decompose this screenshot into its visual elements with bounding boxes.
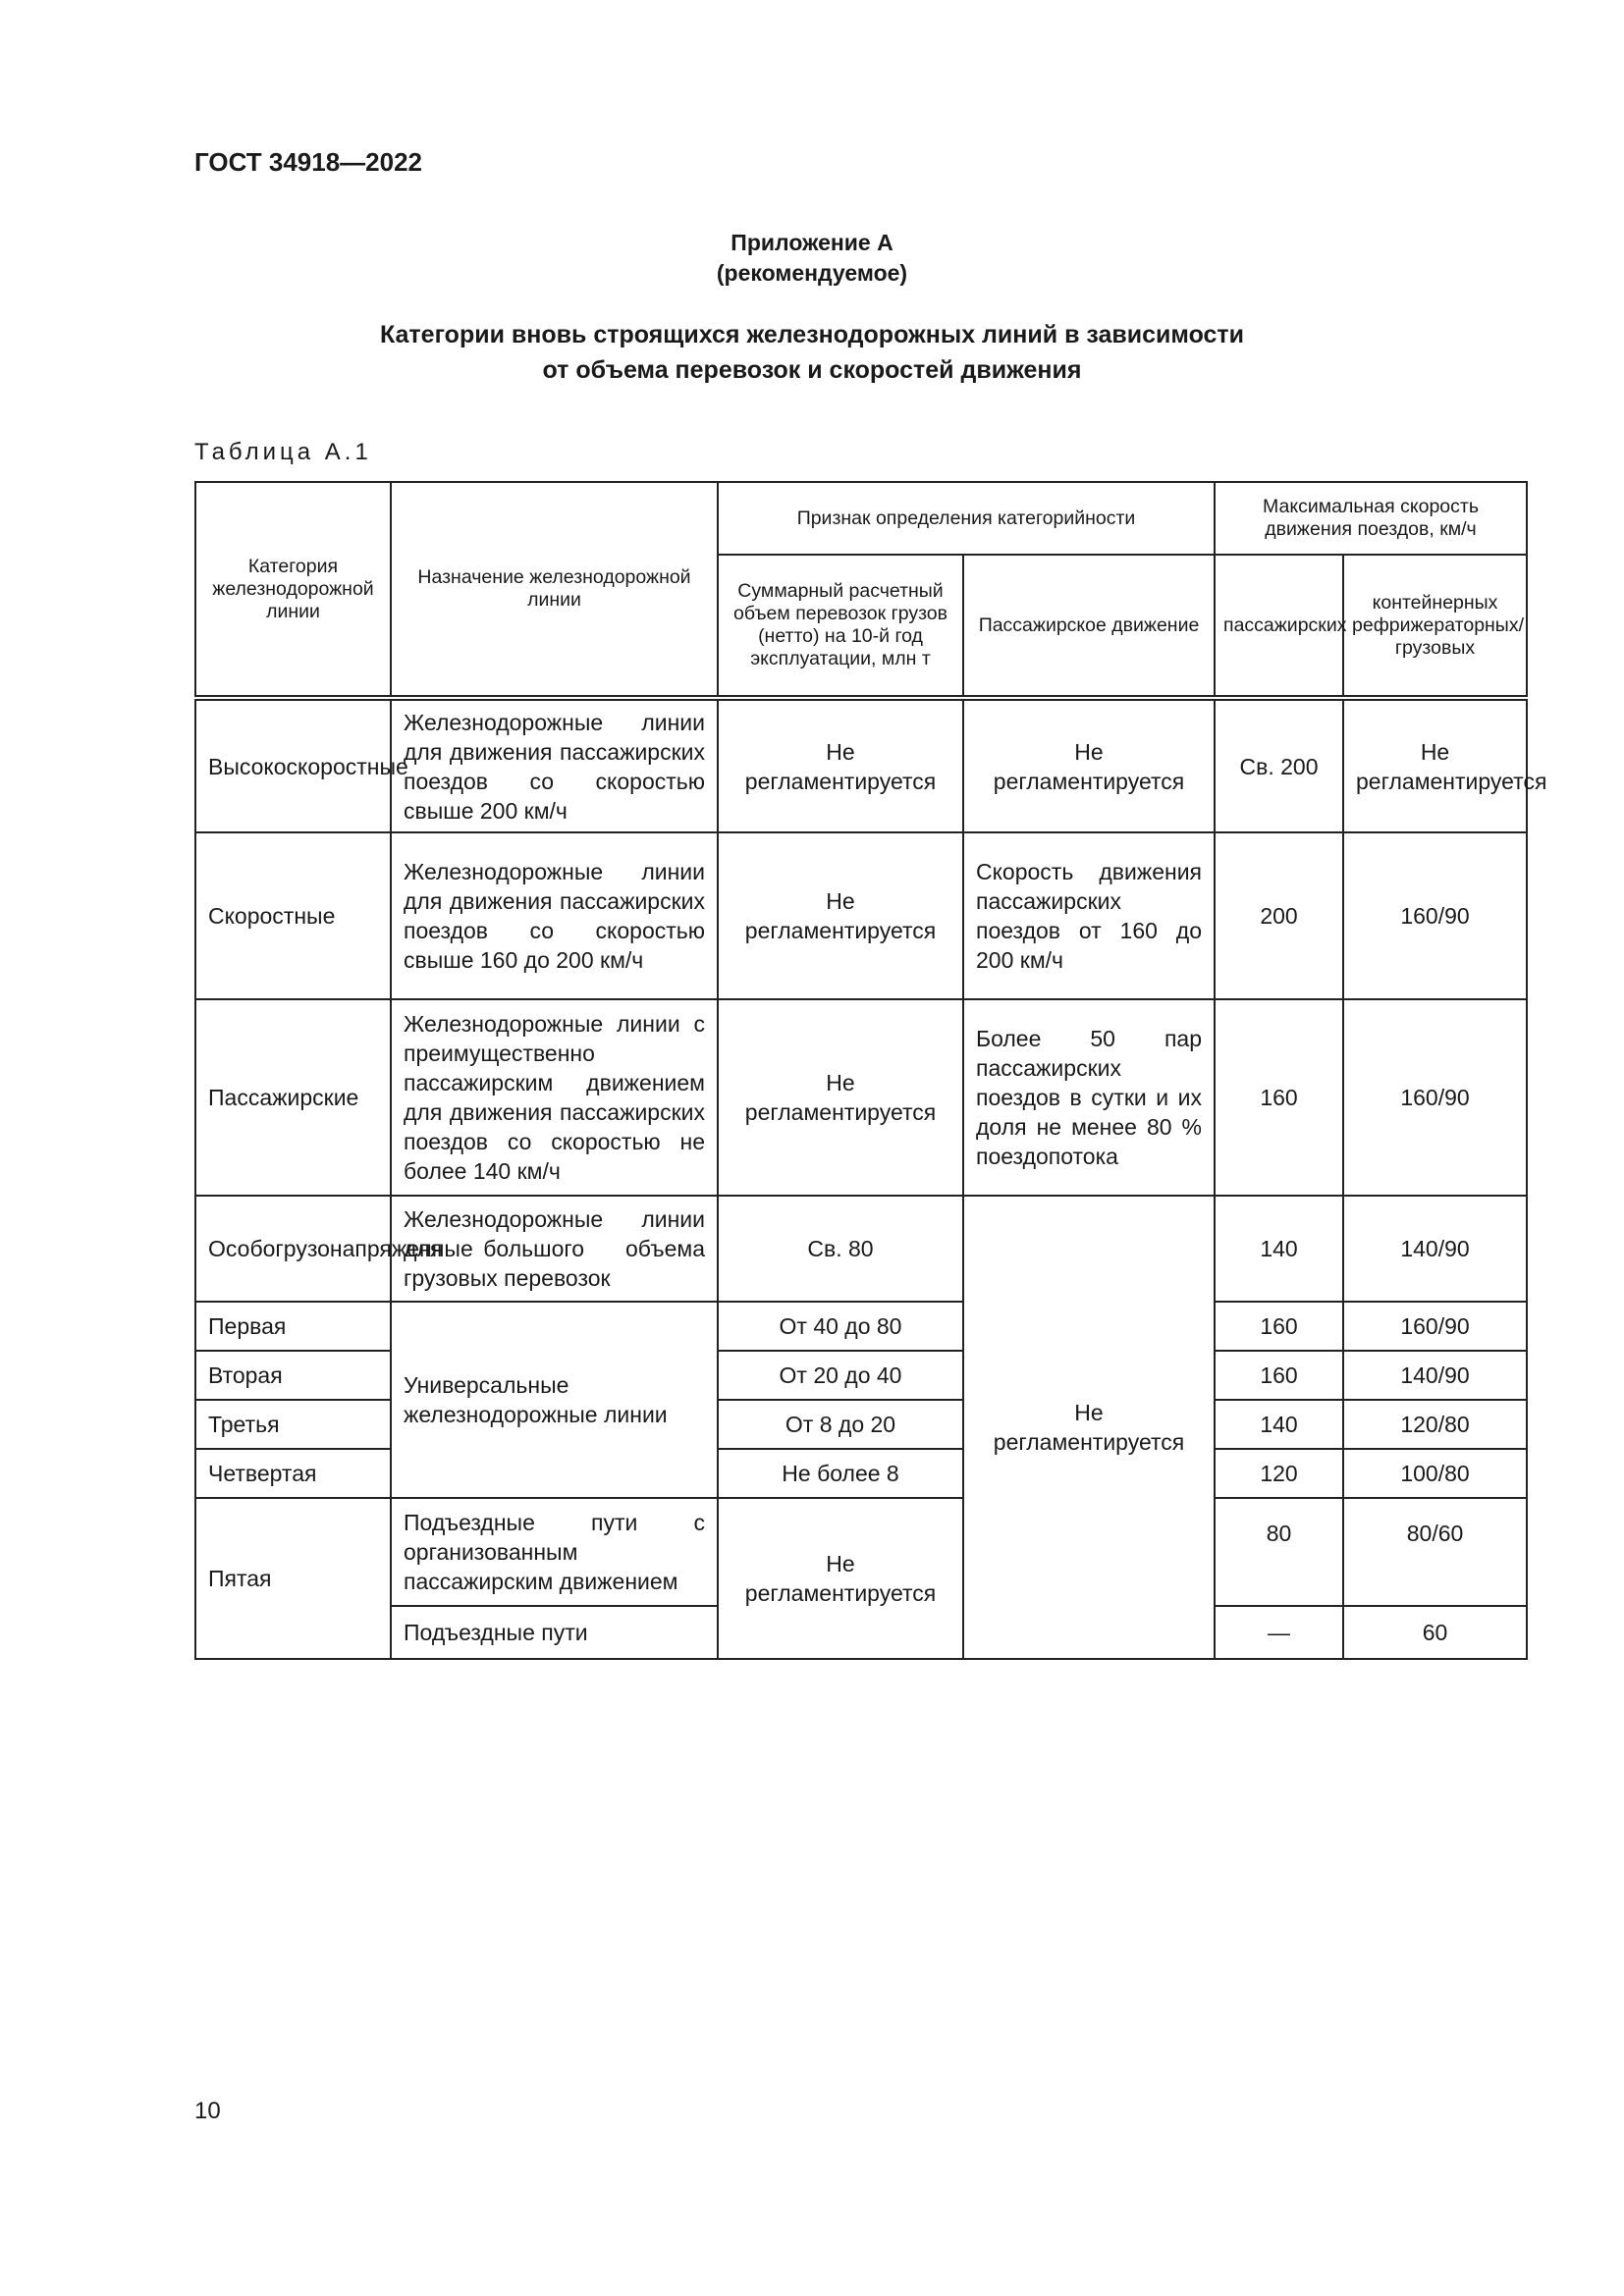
- page-number: 10: [194, 2098, 221, 2124]
- header-max-speed: Максимальная скорость движения поездов, км/ч: [1215, 482, 1527, 555]
- cell-passenger-merged: Не регламентируется: [963, 1196, 1215, 1659]
- cell-category: Особогрузонапряженные: [195, 1196, 391, 1302]
- cell-category: Пассажирские: [195, 999, 391, 1196]
- cell-speed-cargo: 160/90: [1343, 832, 1527, 999]
- cell-category: Вторая: [195, 1351, 391, 1400]
- categories-table: [194, 481, 1547, 1660]
- header-criteria: Признак определения категорийности: [718, 482, 1215, 555]
- cell-category: Третья: [195, 1400, 391, 1449]
- cell-passenger: Скорость движения пассажирских поездов от 160 до 200 км/ч: [963, 832, 1215, 999]
- cell-category: Первая: [195, 1302, 391, 1351]
- cell-speed-cargo: 160/90: [1343, 1302, 1527, 1351]
- cell-speed-passenger: 200: [1215, 832, 1343, 999]
- cell-volume: Св. 80: [718, 1196, 963, 1302]
- cell-category: Четвертая: [195, 1449, 391, 1498]
- table-row: [195, 999, 1527, 1196]
- appendix-status: (рекомендуемое): [716, 260, 908, 286]
- header-cargo-speed: контейнерных рефрижераторных/ грузовых: [1343, 555, 1527, 698]
- cell-volume: Не более 8: [718, 1449, 963, 1498]
- cell-speed-passenger: —: [1215, 1606, 1343, 1659]
- cell-purpose: Железнодорожные линии с преимущественно пассажирским движением для движения пассажирских поездов со скоростью не более 140 км/ч: [391, 999, 718, 1196]
- document-code: ГОСТ 34918—2022: [194, 147, 422, 177]
- cell-speed-passenger: 120: [1215, 1449, 1343, 1498]
- cell-speed-cargo: 140/90: [1343, 1351, 1527, 1400]
- cell-purpose-merged: Универсальные железнодорожные линии: [391, 1302, 718, 1498]
- cell-passenger: Более 50 пар пассажирских поездов в сутки и их доля не менее 80 % поездопотока: [963, 999, 1215, 1196]
- cell-speed-cargo: 100/80: [1343, 1449, 1527, 1498]
- header-freight-volume: Суммарный расчетный объем перевозок грузов (нетто) на 10-й год эксплуатации, млн т: [718, 555, 963, 698]
- cell-speed-passenger: 160: [1215, 1302, 1343, 1351]
- table-row: [195, 1302, 1527, 1351]
- table-row: [195, 1498, 1527, 1606]
- header-passenger-traffic: Пассажирское движение: [963, 555, 1215, 698]
- cell-purpose: Подъездные пути: [391, 1606, 718, 1659]
- header-category: Категория железнодорожной линии: [195, 482, 391, 698]
- cell-speed-passenger: 80: [1215, 1498, 1343, 1606]
- cell-passenger: Не регламентируется: [963, 698, 1215, 832]
- cell-volume: От 20 до 40: [718, 1351, 963, 1400]
- cell-speed-passenger: 160: [1215, 999, 1343, 1196]
- cell-speed-cargo: 60: [1343, 1606, 1527, 1659]
- table-label: Таблица А.1: [194, 439, 372, 465]
- cell-speed-passenger: 140: [1215, 1196, 1343, 1302]
- cell-purpose: Железнодорожные линии для движения пассажирских поездов со скоростью свыше 200 км/ч: [391, 698, 718, 832]
- cell-speed-passenger: Св. 200: [1215, 698, 1343, 832]
- cell-speed-passenger: 140: [1215, 1400, 1343, 1449]
- cell-purpose: Подъездные пути с организованным пассажирским движением: [391, 1498, 718, 1606]
- section-heading: [0, 317, 1624, 388]
- cell-volume: От 40 до 80: [718, 1302, 963, 1351]
- cell-volume: Не регламентируется: [718, 698, 963, 832]
- cell-category: Скоростные: [195, 832, 391, 999]
- cell-volume: Не регламентируется: [718, 832, 963, 999]
- appendix-label: Приложение А: [731, 230, 893, 255]
- cell-speed-cargo: 80/60: [1343, 1498, 1527, 1606]
- header-passenger-speed: пассажирских: [1215, 555, 1343, 698]
- heading-line-1: Категории вновь строящихся железнодорожных линий в зависимости: [379, 321, 1245, 348]
- heading-line-2: от объема перевозок и скоростей движения: [542, 356, 1082, 384]
- appendix-title: [0, 228, 1624, 289]
- cell-purpose: Железнодорожные линии для большого объема грузовых перевозок: [391, 1196, 718, 1302]
- cell-speed-cargo: 160/90: [1343, 999, 1527, 1196]
- cell-speed-cargo: 140/90: [1343, 1196, 1527, 1302]
- cell-speed-passenger: 160: [1215, 1351, 1343, 1400]
- table-row: [195, 1196, 1527, 1302]
- cell-speed-cargo: 120/80: [1343, 1400, 1527, 1449]
- cell-category: Пятая: [195, 1498, 391, 1659]
- table-row: [195, 698, 1527, 832]
- cell-speed-cargo: Не регламентируется: [1343, 698, 1527, 832]
- header-purpose: Назначение железнодорожной линии: [391, 482, 718, 698]
- cell-category: Высокоскоростные: [195, 698, 391, 832]
- cell-volume: От 8 до 20: [718, 1400, 963, 1449]
- cell-volume: Не регламентируется: [718, 1498, 963, 1659]
- cell-volume: Не регламентируется: [718, 999, 963, 1196]
- table-row: [195, 832, 1527, 999]
- cell-purpose: Железнодорожные линии для движения пассажирских поездов со скоростью свыше 160 до 200 км/ч: [391, 832, 718, 999]
